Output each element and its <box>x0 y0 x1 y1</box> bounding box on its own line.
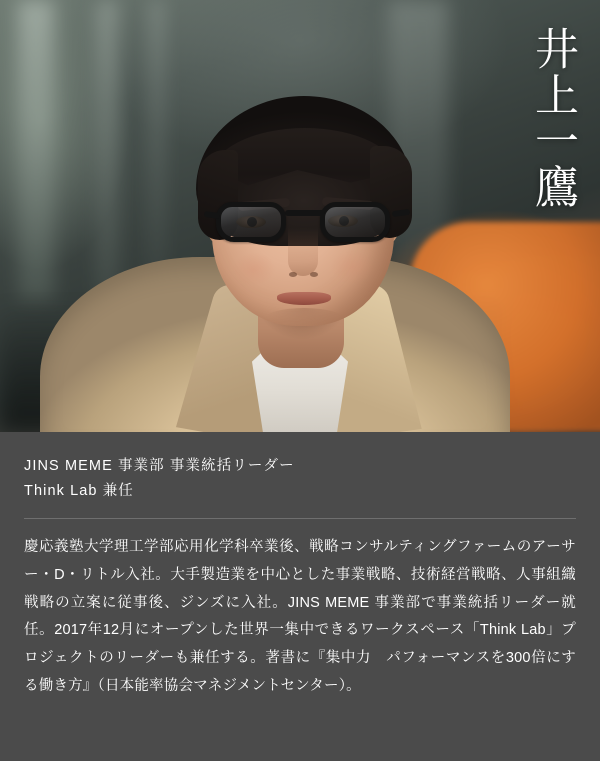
person-role-line-1: JINS MEME 事業部 事業統括リーダー <box>24 458 295 474</box>
eyeglasses-icon <box>216 196 394 250</box>
cheek-right <box>330 250 374 284</box>
glasses-lens-right <box>320 202 390 242</box>
glasses-bridge <box>285 210 325 216</box>
cheek-left <box>232 252 276 286</box>
person-biography: 慶応義塾大学理工学部応用化学科卒業後、戦略コンサルティングファームのアーサー・D・リトル入社。大手製造業を中心とした事業戦略、技術経営戦略、人事組織戦略の立案に従事後、ジンズに入社。JINS MEME 事業部で事業統括リーダー就任。2017年12月にオープンした世界一集中できるワークスペース「Think Lab」プロジェクトのリーダーも兼任する。著書に『集中力 パフォーマンスを300倍にする働き方』（日本能率協会マネジメントセンター）。 <box>24 538 576 695</box>
person-role-line-2: Think Lab 兼任 <box>24 482 134 499</box>
nostril-right <box>310 272 318 277</box>
chin-shadow <box>264 308 344 330</box>
mouth <box>277 292 331 305</box>
glasses-lens-left <box>216 202 286 242</box>
person-role <box>24 454 576 504</box>
divider <box>24 518 576 519</box>
profile-text-panel <box>0 432 600 761</box>
nostril-left <box>289 272 297 277</box>
person-name-vertical: 井上一鷹 <box>527 26 578 210</box>
